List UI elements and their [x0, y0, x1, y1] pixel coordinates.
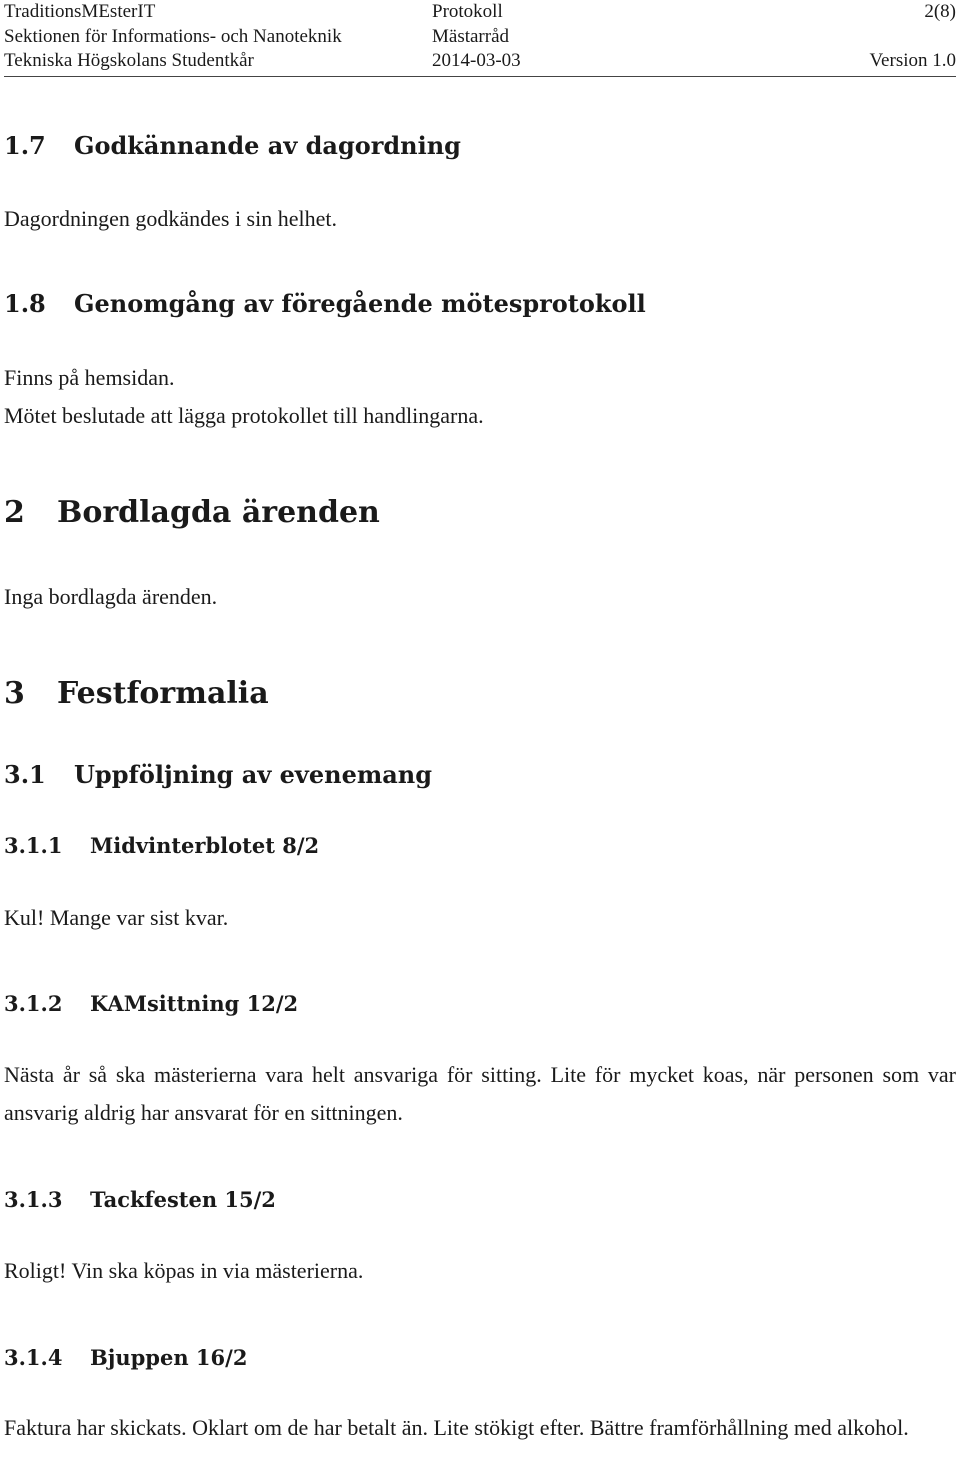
header-organization: TraditionsMEsterIT: [4, 1, 156, 22]
heading-number: 3: [4, 676, 25, 711]
heading-title: Midvinterblotet 8/2: [90, 833, 320, 858]
header-date: 2014-03-03: [432, 50, 521, 71]
heading-title: Bordlagda ärenden: [57, 495, 380, 530]
heading-number: 3.1.4: [4, 1345, 63, 1370]
heading-2: [4, 495, 380, 530]
paragraph-3-1-2: Nästa år så ska mästerierna vara helt ansvariga för sitting. Lite för mycket koas, när personen som var ansvarig aldrig har ansvarat för en sittningen.: [4, 1062, 956, 1125]
heading-1-8: [4, 289, 646, 318]
heading-number: 1.7: [4, 131, 46, 160]
header-doc-type: Protokoll: [432, 1, 503, 22]
paragraph-1-8-line-2: Mötet beslutade att lägga protokollet till handlingarna.: [4, 403, 484, 428]
heading-title: Bjuppen 16/2: [90, 1345, 248, 1370]
heading-number: 2: [4, 495, 25, 530]
heading-1-7: [4, 131, 461, 160]
heading-title: Uppföljning av evenemang: [74, 760, 433, 789]
header-row-3: [4, 49, 956, 73]
header-row-2: [4, 25, 956, 49]
heading-title: KAMsittning 12/2: [90, 991, 299, 1016]
header-meeting-type: Mästarråd: [432, 26, 510, 47]
heading-3: [4, 676, 269, 711]
heading-number: 3.1: [4, 760, 46, 789]
heading-number: 3.1.1: [4, 833, 63, 858]
paragraph-3-1-4: Faktura har skickats. Oklart om de har betalt än. Lite stökigt efter. Bättre framförhållning med alkohol.: [4, 1415, 909, 1440]
header-row-1: [4, 0, 956, 24]
paragraph-1-7: Dagordningen godkändes i sin helhet.: [4, 206, 337, 231]
heading-title: Genomgång av föregående mötesprotokoll: [74, 289, 646, 318]
heading-title: Festformalia: [57, 676, 269, 711]
header-divider: [4, 76, 956, 77]
heading-number: 3.1.3: [4, 1187, 63, 1212]
heading-number: 1.8: [4, 289, 46, 318]
header-section-name: Sektionen för Informations- och Nanoteknik: [4, 26, 342, 47]
paragraph-3-1-3: Roligt! Vin ska köpas in via mästerierna.: [4, 1258, 364, 1283]
heading-3-1: [4, 760, 432, 789]
paragraph-3-1-1: Kul! Mange var sist kvar.: [4, 905, 229, 930]
header-version: Version 1.0: [869, 50, 956, 71]
heading-3-1-4: [4, 1345, 247, 1370]
heading-title: Tackfesten 15/2: [90, 1187, 276, 1212]
heading-number: 3.1.2: [4, 991, 63, 1016]
heading-3-1-3: [4, 1187, 276, 1212]
heading-3-1-1: [4, 833, 319, 858]
paragraph-2: Inga bordlagda ärenden.: [4, 584, 218, 609]
heading-3-1-2: [4, 991, 298, 1016]
paragraph-1-8-line-1: Finns på hemsidan.: [4, 365, 175, 390]
heading-title: Godkännande av dagordning: [74, 131, 461, 160]
header-page-number: 2(8): [924, 1, 956, 22]
header-student-union: Tekniska Högskolans Studentkår: [4, 50, 254, 71]
